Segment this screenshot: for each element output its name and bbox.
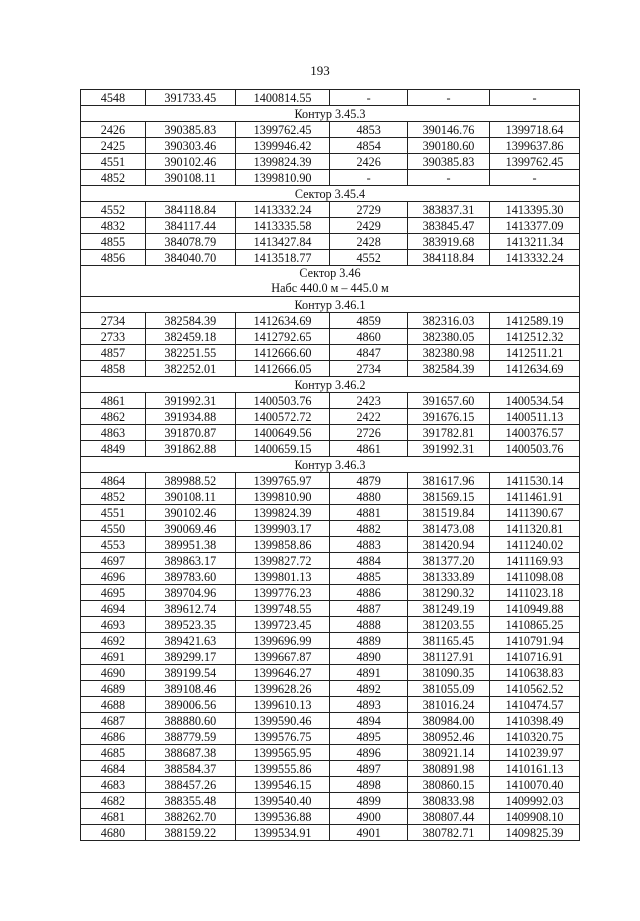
table-cell: 389704.96 bbox=[145, 585, 235, 601]
table-cell: 1410716.91 bbox=[490, 649, 580, 665]
table-cell: - bbox=[490, 90, 580, 106]
table-row bbox=[81, 617, 580, 633]
table-cell: 1399555.86 bbox=[235, 761, 330, 777]
table-cell: 1410398.49 bbox=[490, 713, 580, 729]
table-cell: 1412512.32 bbox=[490, 329, 580, 345]
sector-header-row bbox=[81, 266, 580, 297]
table-row bbox=[81, 793, 580, 809]
section-header-row bbox=[81, 186, 580, 202]
table-cell: 382251.55 bbox=[145, 345, 235, 361]
table-cell: 2733 bbox=[81, 329, 146, 345]
table-cell: 1399810.90 bbox=[235, 489, 330, 505]
table-cell: 4863 bbox=[81, 425, 146, 441]
table-cell: 380952.46 bbox=[407, 729, 489, 745]
table-cell: 2423 bbox=[330, 393, 407, 409]
section-header: Контур 3.46.2 bbox=[81, 377, 580, 393]
table-cell: 1399810.90 bbox=[235, 170, 330, 186]
table-cell: 4689 bbox=[81, 681, 146, 697]
table-cell: 1411023.18 bbox=[490, 585, 580, 601]
table-cell: 1399696.99 bbox=[235, 633, 330, 649]
table-row bbox=[81, 777, 580, 793]
coordinates-table-body bbox=[81, 90, 580, 841]
table-cell: 391870.87 bbox=[145, 425, 235, 441]
table-cell: 390303.46 bbox=[145, 138, 235, 154]
table-cell: 4861 bbox=[330, 441, 407, 457]
table-row bbox=[81, 537, 580, 553]
table-cell: 381617.96 bbox=[407, 473, 489, 489]
table-cell: 4852 bbox=[81, 170, 146, 186]
table-cell: 4890 bbox=[330, 649, 407, 665]
table-cell: 380891.98 bbox=[407, 761, 489, 777]
section-header-row bbox=[81, 457, 580, 473]
table-cell: 4548 bbox=[81, 90, 146, 106]
section-header-row bbox=[81, 106, 580, 122]
table-cell: 4686 bbox=[81, 729, 146, 745]
page-number: 193 bbox=[310, 63, 330, 78]
table-cell: 1399801.13 bbox=[235, 569, 330, 585]
table-cell: 388355.48 bbox=[145, 793, 235, 809]
section-header-row bbox=[81, 297, 580, 313]
table-cell: 1400814.55 bbox=[235, 90, 330, 106]
table-cell: 4691 bbox=[81, 649, 146, 665]
table-cell: 1399610.13 bbox=[235, 697, 330, 713]
table-cell: 4897 bbox=[330, 761, 407, 777]
table-cell: 1399628.26 bbox=[235, 681, 330, 697]
table-cell: 4857 bbox=[81, 345, 146, 361]
table-cell: 4858 bbox=[81, 361, 146, 377]
section-header-row bbox=[81, 377, 580, 393]
table-cell: 388262.70 bbox=[145, 809, 235, 825]
table-cell: 389199.54 bbox=[145, 665, 235, 681]
table-cell: 380782.71 bbox=[407, 825, 489, 841]
table-cell: 4684 bbox=[81, 761, 146, 777]
table-row bbox=[81, 170, 580, 186]
table-cell: 4881 bbox=[330, 505, 407, 521]
table-cell: 1410865.25 bbox=[490, 617, 580, 633]
section-header: Сектор 3.45.4 bbox=[81, 186, 580, 202]
table-cell: 1400649.56 bbox=[235, 425, 330, 441]
table-cell: 1410161.13 bbox=[490, 761, 580, 777]
table-cell: 4860 bbox=[330, 329, 407, 345]
table-cell: 381290.32 bbox=[407, 585, 489, 601]
table-cell: 4861 bbox=[81, 393, 146, 409]
table-cell: 381016.24 bbox=[407, 697, 489, 713]
section-header: Контур 3.46.3 bbox=[81, 457, 580, 473]
table-cell: 1399540.40 bbox=[235, 793, 330, 809]
table-row bbox=[81, 761, 580, 777]
table-cell: 4888 bbox=[330, 617, 407, 633]
table-cell: 1410239.97 bbox=[490, 745, 580, 761]
table-cell: - bbox=[330, 170, 407, 186]
table-cell: 4687 bbox=[81, 713, 146, 729]
table-cell: 1410949.88 bbox=[490, 601, 580, 617]
table-cell: 390180.60 bbox=[407, 138, 489, 154]
table-row bbox=[81, 138, 580, 154]
table-cell: 1400376.57 bbox=[490, 425, 580, 441]
table-cell: 391934.88 bbox=[145, 409, 235, 425]
table-cell: 1399776.23 bbox=[235, 585, 330, 601]
table-cell: 4685 bbox=[81, 745, 146, 761]
table-cell: 1413395.30 bbox=[490, 202, 580, 218]
table-cell: 380984.00 bbox=[407, 713, 489, 729]
sector-header bbox=[81, 266, 580, 297]
table-cell: - bbox=[490, 170, 580, 186]
table-cell: 1413518.77 bbox=[235, 250, 330, 266]
table-cell: 384040.70 bbox=[145, 250, 235, 266]
table-cell: 1410474.57 bbox=[490, 697, 580, 713]
table-row bbox=[81, 713, 580, 729]
table-cell: 4879 bbox=[330, 473, 407, 489]
table-cell: 388880.60 bbox=[145, 713, 235, 729]
table-cell: 1411169.93 bbox=[490, 553, 580, 569]
table-cell: 4887 bbox=[330, 601, 407, 617]
table-cell: 4854 bbox=[330, 138, 407, 154]
table-cell: 1399637.86 bbox=[490, 138, 580, 154]
table-cell: 4901 bbox=[330, 825, 407, 841]
table-cell: 1412589.19 bbox=[490, 313, 580, 329]
table-cell: 2429 bbox=[330, 218, 407, 234]
table-cell: 4682 bbox=[81, 793, 146, 809]
table-cell: 1399762.45 bbox=[235, 122, 330, 138]
table-cell: 2422 bbox=[330, 409, 407, 425]
table-cell: 4551 bbox=[81, 154, 146, 170]
table-cell: 388779.59 bbox=[145, 729, 235, 745]
table-cell: 4880 bbox=[330, 489, 407, 505]
coordinates-table bbox=[80, 89, 580, 841]
table-cell: 389108.46 bbox=[145, 681, 235, 697]
table-cell: 1400572.72 bbox=[235, 409, 330, 425]
table-cell: 1409992.03 bbox=[490, 793, 580, 809]
table-cell: 382584.39 bbox=[145, 313, 235, 329]
table-cell: 4696 bbox=[81, 569, 146, 585]
table-cell: 4853 bbox=[330, 122, 407, 138]
table-row bbox=[81, 681, 580, 697]
table-cell: 388687.38 bbox=[145, 745, 235, 761]
table-cell: 384118.84 bbox=[407, 250, 489, 266]
table-cell: 1412792.65 bbox=[235, 329, 330, 345]
table-cell: 1410638.83 bbox=[490, 665, 580, 681]
table-cell: 4893 bbox=[330, 697, 407, 713]
table-row bbox=[81, 825, 580, 841]
table-cell: 1409908.10 bbox=[490, 809, 580, 825]
table-cell: 389988.52 bbox=[145, 473, 235, 489]
table-cell: 382252.01 bbox=[145, 361, 235, 377]
table-cell: 381127.91 bbox=[407, 649, 489, 665]
table-cell: 390102.46 bbox=[145, 505, 235, 521]
table-cell: 1399858.86 bbox=[235, 537, 330, 553]
table-cell: 4695 bbox=[81, 585, 146, 601]
table-cell: 1411390.67 bbox=[490, 505, 580, 521]
table-cell: 384117.44 bbox=[145, 218, 235, 234]
elevation-range: Набс 440.0 м – 445.0 м bbox=[271, 281, 389, 295]
table-cell: 4885 bbox=[330, 569, 407, 585]
table-cell: 383845.47 bbox=[407, 218, 489, 234]
table-cell: 381377.20 bbox=[407, 553, 489, 569]
table-cell: 4856 bbox=[81, 250, 146, 266]
table-cell: 4680 bbox=[81, 825, 146, 841]
table-cell: 391992.31 bbox=[407, 441, 489, 457]
table-cell: 4896 bbox=[330, 745, 407, 761]
table-cell: 390102.46 bbox=[145, 154, 235, 170]
table-row bbox=[81, 154, 580, 170]
table-cell: 1399827.72 bbox=[235, 553, 330, 569]
table-cell: 381569.15 bbox=[407, 489, 489, 505]
table-cell: 380860.15 bbox=[407, 777, 489, 793]
table-cell: 1413332.24 bbox=[490, 250, 580, 266]
table-cell: 381333.89 bbox=[407, 569, 489, 585]
table-row bbox=[81, 809, 580, 825]
table-cell: 381203.55 bbox=[407, 617, 489, 633]
table-cell: 1412666.60 bbox=[235, 345, 330, 361]
table-cell: 391782.81 bbox=[407, 425, 489, 441]
table-cell: 390385.83 bbox=[407, 154, 489, 170]
table-row bbox=[81, 313, 580, 329]
table-cell: 380921.14 bbox=[407, 745, 489, 761]
table-cell: 390146.76 bbox=[407, 122, 489, 138]
table-cell: 389299.17 bbox=[145, 649, 235, 665]
table-cell: 1399762.45 bbox=[490, 154, 580, 170]
table-cell: 4552 bbox=[81, 202, 146, 218]
table-cell: 4882 bbox=[330, 521, 407, 537]
table-cell: 391676.15 bbox=[407, 409, 489, 425]
table-cell: 4852 bbox=[81, 489, 146, 505]
table-cell: 1399723.45 bbox=[235, 617, 330, 633]
table-cell: 2428 bbox=[330, 234, 407, 250]
section-header: Контур 3.45.3 bbox=[81, 106, 580, 122]
table-cell: 2734 bbox=[81, 313, 146, 329]
table-cell: 381055.09 bbox=[407, 681, 489, 697]
table-row bbox=[81, 393, 580, 409]
table-cell: 1400659.15 bbox=[235, 441, 330, 457]
table-cell: 1399534.91 bbox=[235, 825, 330, 841]
table-cell: 1399946.42 bbox=[235, 138, 330, 154]
table-cell: 1399903.17 bbox=[235, 521, 330, 537]
table-cell: 4855 bbox=[81, 234, 146, 250]
table-cell: 1412634.69 bbox=[490, 361, 580, 377]
table-cell: 2426 bbox=[81, 122, 146, 138]
table-cell: 381165.45 bbox=[407, 633, 489, 649]
table-cell: 1411240.02 bbox=[490, 537, 580, 553]
table-cell: 383837.31 bbox=[407, 202, 489, 218]
table-cell: 4683 bbox=[81, 777, 146, 793]
table-cell: 4898 bbox=[330, 777, 407, 793]
table-cell: 1413427.84 bbox=[235, 234, 330, 250]
table-cell: 1410562.52 bbox=[490, 681, 580, 697]
table-cell: 384078.79 bbox=[145, 234, 235, 250]
table-cell: 1411320.81 bbox=[490, 521, 580, 537]
table-cell: 1399765.97 bbox=[235, 473, 330, 489]
table-row bbox=[81, 250, 580, 266]
table-row bbox=[81, 441, 580, 457]
table-cell: 1400503.76 bbox=[235, 393, 330, 409]
table-cell: 1411461.91 bbox=[490, 489, 580, 505]
table-row bbox=[81, 361, 580, 377]
table-cell: 4847 bbox=[330, 345, 407, 361]
table-row bbox=[81, 601, 580, 617]
table-cell: 1399824.39 bbox=[235, 154, 330, 170]
table-cell: 1399546.15 bbox=[235, 777, 330, 793]
table-cell: 1399718.64 bbox=[490, 122, 580, 138]
table-cell: 389783.60 bbox=[145, 569, 235, 585]
table-cell: 4552 bbox=[330, 250, 407, 266]
table-cell: 390069.46 bbox=[145, 521, 235, 537]
table-cell: 4864 bbox=[81, 473, 146, 489]
table-cell: 381519.84 bbox=[407, 505, 489, 521]
table-row bbox=[81, 329, 580, 345]
table-cell: 389612.74 bbox=[145, 601, 235, 617]
table-row bbox=[81, 90, 580, 106]
table-row bbox=[81, 649, 580, 665]
table-cell: 4884 bbox=[330, 553, 407, 569]
table-cell: 384118.84 bbox=[145, 202, 235, 218]
table-cell: 1411530.14 bbox=[490, 473, 580, 489]
section-header: Контур 3.46.1 bbox=[81, 297, 580, 313]
table-cell: 4681 bbox=[81, 809, 146, 825]
table-cell: 391862.88 bbox=[145, 441, 235, 457]
table-cell: 4886 bbox=[330, 585, 407, 601]
table-cell: 380833.98 bbox=[407, 793, 489, 809]
table-cell: 1400503.76 bbox=[490, 441, 580, 457]
table-cell: 1411098.08 bbox=[490, 569, 580, 585]
table-row bbox=[81, 505, 580, 521]
table-cell: 1413377.09 bbox=[490, 218, 580, 234]
table-cell: 4688 bbox=[81, 697, 146, 713]
table-cell: 391733.45 bbox=[145, 90, 235, 106]
table-cell: 4859 bbox=[330, 313, 407, 329]
table-row bbox=[81, 569, 580, 585]
table-cell: 383919.68 bbox=[407, 234, 489, 250]
table-cell: 381249.19 bbox=[407, 601, 489, 617]
table-cell: 4862 bbox=[81, 409, 146, 425]
table-cell: 382316.03 bbox=[407, 313, 489, 329]
table-cell: 4849 bbox=[81, 441, 146, 457]
table-cell: 381420.94 bbox=[407, 537, 489, 553]
table-cell: 389006.56 bbox=[145, 697, 235, 713]
table-cell: 4690 bbox=[81, 665, 146, 681]
table-cell: 1412511.21 bbox=[490, 345, 580, 361]
table-cell: 389421.63 bbox=[145, 633, 235, 649]
table-cell: 382380.98 bbox=[407, 345, 489, 361]
table-row bbox=[81, 553, 580, 569]
table-cell: 1400511.13 bbox=[490, 409, 580, 425]
table-cell: 388457.26 bbox=[145, 777, 235, 793]
table-cell: 4550 bbox=[81, 521, 146, 537]
table-cell: 1399748.55 bbox=[235, 601, 330, 617]
table-cell: 389523.35 bbox=[145, 617, 235, 633]
table-row bbox=[81, 697, 580, 713]
table-cell: - bbox=[407, 90, 489, 106]
table-cell: 1400534.54 bbox=[490, 393, 580, 409]
table-row bbox=[81, 409, 580, 425]
table-row bbox=[81, 425, 580, 441]
table-cell: 4693 bbox=[81, 617, 146, 633]
table-cell: 4883 bbox=[330, 537, 407, 553]
table-cell: 382380.05 bbox=[407, 329, 489, 345]
table-cell: 4553 bbox=[81, 537, 146, 553]
table-cell: 391657.60 bbox=[407, 393, 489, 409]
table-cell: 1399565.95 bbox=[235, 745, 330, 761]
table-cell: 382584.39 bbox=[407, 361, 489, 377]
table-cell: 1410320.75 bbox=[490, 729, 580, 745]
table-row bbox=[81, 489, 580, 505]
table-cell: 388584.37 bbox=[145, 761, 235, 777]
table-cell: 1410070.40 bbox=[490, 777, 580, 793]
table-cell: 4697 bbox=[81, 553, 146, 569]
table-cell: 1412666.05 bbox=[235, 361, 330, 377]
table-cell: 2729 bbox=[330, 202, 407, 218]
table-cell: 4895 bbox=[330, 729, 407, 745]
table-cell: 4891 bbox=[330, 665, 407, 681]
table-cell: 380807.44 bbox=[407, 809, 489, 825]
table-row bbox=[81, 585, 580, 601]
table-row bbox=[81, 234, 580, 250]
table-cell: 1410791.94 bbox=[490, 633, 580, 649]
table-cell: 4692 bbox=[81, 633, 146, 649]
table-cell: 389951.38 bbox=[145, 537, 235, 553]
table-cell: 1399576.75 bbox=[235, 729, 330, 745]
table-cell: 4892 bbox=[330, 681, 407, 697]
table-cell: 4551 bbox=[81, 505, 146, 521]
table-row bbox=[81, 521, 580, 537]
table-cell: 2425 bbox=[81, 138, 146, 154]
table-cell: 1399536.88 bbox=[235, 809, 330, 825]
table-cell: 390108.11 bbox=[145, 489, 235, 505]
table-cell: 1399646.27 bbox=[235, 665, 330, 681]
table-row bbox=[81, 745, 580, 761]
sector-title: Сектор 3.46 bbox=[299, 266, 361, 280]
table-row bbox=[81, 473, 580, 489]
table-cell: 382459.18 bbox=[145, 329, 235, 345]
table-cell: 4694 bbox=[81, 601, 146, 617]
table-cell: 1409825.39 bbox=[490, 825, 580, 841]
table-row bbox=[81, 345, 580, 361]
table-cell: 388159.22 bbox=[145, 825, 235, 841]
table-row bbox=[81, 122, 580, 138]
table-row bbox=[81, 633, 580, 649]
table-row bbox=[81, 218, 580, 234]
table-cell: 4900 bbox=[330, 809, 407, 825]
table-cell: 1413332.24 bbox=[235, 202, 330, 218]
table-cell: 389863.17 bbox=[145, 553, 235, 569]
table-cell: - bbox=[407, 170, 489, 186]
table-cell: 390108.11 bbox=[145, 170, 235, 186]
table-cell: 2726 bbox=[330, 425, 407, 441]
table-cell: 1399590.46 bbox=[235, 713, 330, 729]
table-cell: 1399667.87 bbox=[235, 649, 330, 665]
table-cell: 391992.31 bbox=[145, 393, 235, 409]
table-cell: 1413335.58 bbox=[235, 218, 330, 234]
table-cell: 381473.08 bbox=[407, 521, 489, 537]
table-cell: 390385.83 bbox=[145, 122, 235, 138]
table-cell: 1412634.69 bbox=[235, 313, 330, 329]
table-row bbox=[81, 729, 580, 745]
table-cell: 4899 bbox=[330, 793, 407, 809]
table-cell: 381090.35 bbox=[407, 665, 489, 681]
table-cell: 4889 bbox=[330, 633, 407, 649]
table-row bbox=[81, 665, 580, 681]
table-cell: 4894 bbox=[330, 713, 407, 729]
table-row bbox=[81, 202, 580, 218]
table-cell: 1413211.34 bbox=[490, 234, 580, 250]
table-cell: 1399824.39 bbox=[235, 505, 330, 521]
table-cell: 4832 bbox=[81, 218, 146, 234]
table-cell: - bbox=[330, 90, 407, 106]
table-cell: 2426 bbox=[330, 154, 407, 170]
table-cell: 2734 bbox=[330, 361, 407, 377]
